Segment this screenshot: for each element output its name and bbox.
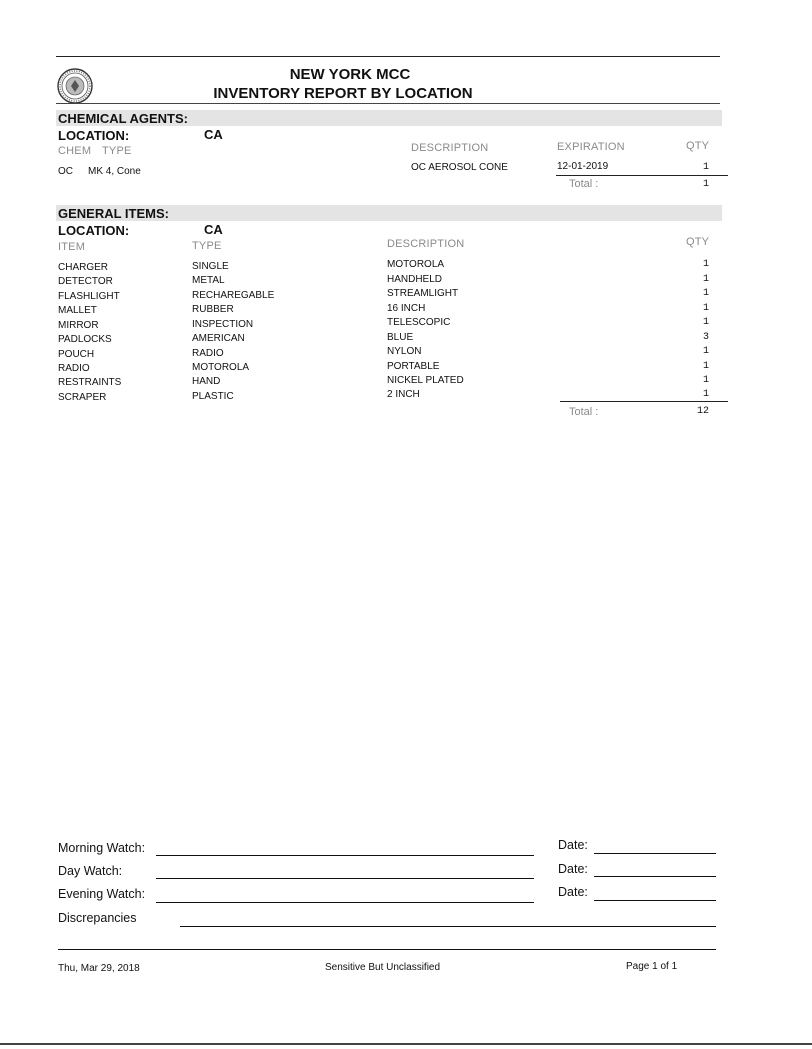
chemical-location-label: LOCATION: — [58, 128, 130, 143]
type-cell: RUBBER — [192, 304, 234, 315]
evening-date-label: Date: — [558, 885, 588, 899]
footer-page-number: Page 1 of 1 — [626, 961, 678, 972]
description-cell: NICKEL PLATED — [387, 375, 464, 386]
type-cell: RADIO — [192, 348, 224, 359]
col-item: ITEM — [58, 241, 86, 253]
description-cell: TELESCOPIC — [387, 317, 451, 328]
item-cell: SCRAPER — [58, 392, 107, 403]
qty-cell: 1 — [702, 288, 709, 299]
type-cell: SINGLE — [192, 261, 229, 272]
day-watch-signature-line[interactable] — [156, 878, 534, 879]
day-date-label: Date: — [558, 862, 588, 876]
evening-watch-signature-line[interactable] — [156, 902, 534, 903]
expiration-cell: 12-01-2019 — [557, 161, 609, 172]
morning-date-line[interactable] — [594, 853, 716, 854]
qty-cell: 3 — [702, 332, 709, 343]
general-total-label: Total : — [569, 406, 599, 418]
type-cell: INSPECTION — [192, 319, 254, 330]
chemical-total-rule — [556, 175, 728, 176]
item-cell: DETECTOR — [58, 276, 113, 287]
chemical-total-value: 1 — [702, 179, 709, 190]
description-cell: BLUE — [387, 332, 414, 343]
evening-date-line[interactable] — [594, 900, 716, 901]
top-rule — [56, 56, 720, 57]
morning-watch-signature-line[interactable] — [156, 855, 534, 856]
item-cell: RESTRAINTS — [58, 377, 122, 388]
description-cell: PORTABLE — [387, 361, 440, 372]
report-subtitle: INVENTORY REPORT BY LOCATION — [213, 85, 473, 102]
report-title: NEW YORK MCC — [289, 66, 411, 83]
chemical-location-value: CA — [204, 127, 223, 142]
description-cell: HANDHELD — [387, 274, 443, 285]
morning-watch-label: Morning Watch: — [58, 841, 146, 855]
description-cell: 16 INCH — [387, 303, 426, 314]
discrepancies-label: Discrepancies — [58, 911, 137, 925]
description-cell: 2 INCH — [387, 389, 420, 400]
type-cell: MK 4, Cone — [88, 166, 141, 177]
type-cell: RECHAREGABLE — [192, 290, 275, 301]
footer-classification: Sensitive But Unclassified — [325, 962, 441, 973]
type-cell: AMERICAN — [192, 333, 245, 344]
col-type: TYPE — [102, 145, 132, 157]
col-description: DESCRIPTION — [387, 238, 465, 250]
qty-cell: 1 — [702, 162, 709, 173]
qty-cell: 1 — [702, 303, 709, 314]
qty-cell: 1 — [702, 317, 709, 328]
day-date-line[interactable] — [594, 876, 716, 877]
morning-date-label: Date: — [558, 838, 588, 852]
evening-watch-label: Evening Watch: — [58, 887, 146, 901]
chemical-section-title: CHEMICAL AGENTS: — [58, 111, 188, 126]
scan-edge — [0, 1043, 812, 1045]
qty-cell: 1 — [702, 361, 709, 372]
chemical-total-label: Total : — [569, 178, 599, 190]
type-cell: PLASTIC — [192, 391, 234, 402]
general-section-title: GENERAL ITEMS: — [58, 206, 169, 221]
item-cell: CHARGER — [58, 262, 109, 273]
day-watch-label: Day Watch: — [58, 864, 123, 878]
header-rule — [56, 103, 720, 104]
col-description: DESCRIPTION — [411, 142, 489, 154]
col-expiration: EXPIRATION — [557, 141, 625, 153]
col-chem: CHEM — [58, 145, 92, 157]
description-cell: MOTOROLA — [387, 259, 445, 270]
qty-cell: 1 — [702, 375, 709, 386]
col-qty: QTY — [686, 140, 710, 152]
type-cell: HAND — [192, 376, 221, 387]
item-cell: POUCH — [58, 349, 95, 360]
col-type: TYPE — [192, 240, 222, 252]
general-location-value: CA — [204, 222, 223, 237]
general-location-label: LOCATION: — [58, 223, 130, 238]
item-cell: MALLET — [58, 305, 97, 316]
item-cell: FLASHLIGHT — [58, 291, 120, 302]
chem-cell: OC — [58, 166, 73, 177]
description-cell: NYLON — [387, 346, 422, 357]
footer-date: Thu, Mar 29, 2018 — [58, 963, 140, 974]
discrepancies-line[interactable] — [180, 926, 716, 927]
item-cell: RADIO — [58, 363, 90, 374]
type-cell: METAL — [192, 275, 225, 286]
general-total-rule — [560, 401, 728, 402]
description-cell: STREAMLIGHT — [387, 288, 459, 299]
footer-rule — [58, 949, 716, 950]
description-cell: OC AEROSOL CONE — [411, 162, 508, 173]
col-qty: QTY — [686, 236, 710, 248]
qty-cell: 1 — [702, 346, 709, 357]
type-cell: MOTOROLA — [192, 362, 250, 373]
qty-cell: 1 — [702, 274, 709, 285]
qty-cell: 1 — [702, 389, 709, 400]
general-total-value: 12 — [696, 406, 709, 417]
item-cell: MIRROR — [58, 320, 99, 331]
item-cell: PADLOCKS — [58, 334, 112, 345]
qty-cell: 1 — [702, 259, 709, 270]
